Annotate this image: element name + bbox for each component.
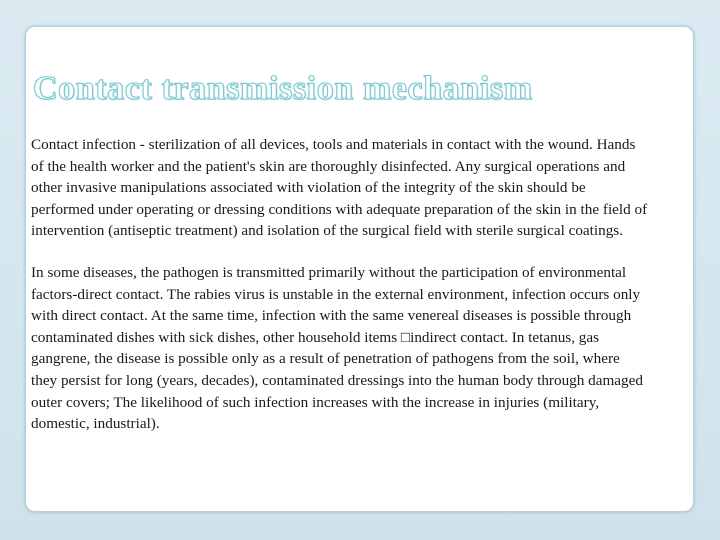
slide-title: Contact transmission mechanism (33, 70, 533, 107)
body-paragraph-direct-contact: In some diseases, the pathogen is transmitted primarily without the participation of environmental factors-direct contact. The rabies virus is unstable in the external environment, infection occurs only with direct contact. At the same time, infection with the same venereal diseases is possible through contaminated dishes with sick dishes, other household items □indirect contact. In tetanus, gas gangrene, the disease is possible only as a result of penetration of pathogens from the soil, where they persist for long (years, decades), contaminated dressings into the human body through damaged outer covers; The likelihood of such infection increases with the increase in injuries (military, domestic, industrial). (31, 263, 643, 433)
body-paragraph-sterilization: Contact infection - sterilization of all devices, tools and materials in contact with the wound. Hands of the health worker and the patient's skin are thoroughly disinfected. Any surgical operations and other invasive manipulations associated with violation of the integrity of the skin should be performed under operating or dressing conditions with adequate preparation of the skin in the field of intervention (antiseptic treatment) and isolation of the surgical field with sterile surgical coatings. (31, 136, 648, 240)
slide-body (31, 134, 649, 435)
